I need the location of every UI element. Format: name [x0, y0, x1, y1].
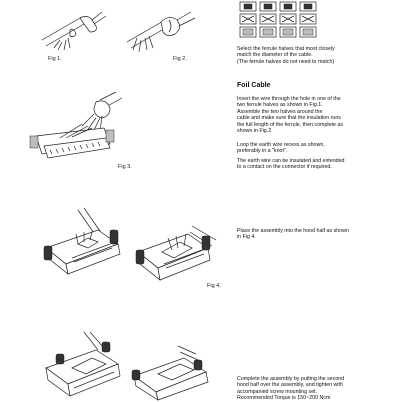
ferrule-note-line: (The ferrule halves do not need to match): [237, 58, 335, 65]
para-line: Assemble the two halves around the: [237, 108, 323, 115]
para-line: shown in Fig.2.: [237, 128, 273, 135]
para-line: Complete the assembly by putting the second: [237, 376, 345, 382]
ferrule-halves-illustration: [238, 0, 320, 40]
para-line: Loop the earth wire recess as shown,: [237, 142, 325, 148]
para-line: the full length of the ferrule, then complete as: [237, 121, 344, 128]
hood-instruction: [237, 228, 349, 241]
fig1-caption: Fig 1.: [48, 56, 62, 62]
para-line: The earth wire can be insulated and extended: [237, 158, 345, 164]
para-line: Insert the wire through the hole in one of the: [237, 96, 341, 102]
para-line: two ferrule halves as shown in Fig.1.: [237, 102, 323, 109]
para-line: hood half over the assembly, and tighten with: [237, 382, 343, 389]
foil-cable-para2: [237, 142, 325, 155]
complete-instruction: [237, 376, 344, 402]
fig4-illustration-left: [38, 208, 128, 284]
para-line: accompanied screw mounting set.: [237, 388, 318, 395]
ferrule-note: [237, 46, 335, 65]
para-line: Recommended Torque is 150~200 Ncm: [237, 395, 331, 402]
fig4-illustration-right: [132, 222, 222, 290]
fig3-illustration: [30, 92, 140, 170]
para-line: cable and make sure that the insulation runs: [237, 115, 341, 122]
foil-cable-heading: Foil Cable: [237, 82, 271, 89]
fig4-caption: Fig 4.: [207, 283, 221, 289]
completed-assembly-right: [128, 346, 220, 400]
foil-cable-para3: [237, 158, 344, 171]
fig2-caption: Fig 2.: [173, 56, 187, 62]
fig1-illustration: [40, 10, 110, 55]
fig3-caption: Fig 3.: [118, 164, 132, 170]
ferrule-note-line: Select the ferrule halves that most closely: [237, 46, 335, 52]
fig2-illustration: [125, 8, 200, 56]
foil-cable-para1: [237, 96, 343, 134]
para-line: in Fig 4.: [237, 234, 256, 241]
para-line: to a contact on the connector if required.: [237, 164, 332, 171]
ferrule-note-line: match the diameter of the cable.: [237, 52, 313, 59]
completed-assembly-left: [36, 332, 128, 400]
para-line: Place the assembly into the hood half as shown: [237, 228, 349, 234]
para-line: preferably in a "knot".: [237, 148, 288, 155]
